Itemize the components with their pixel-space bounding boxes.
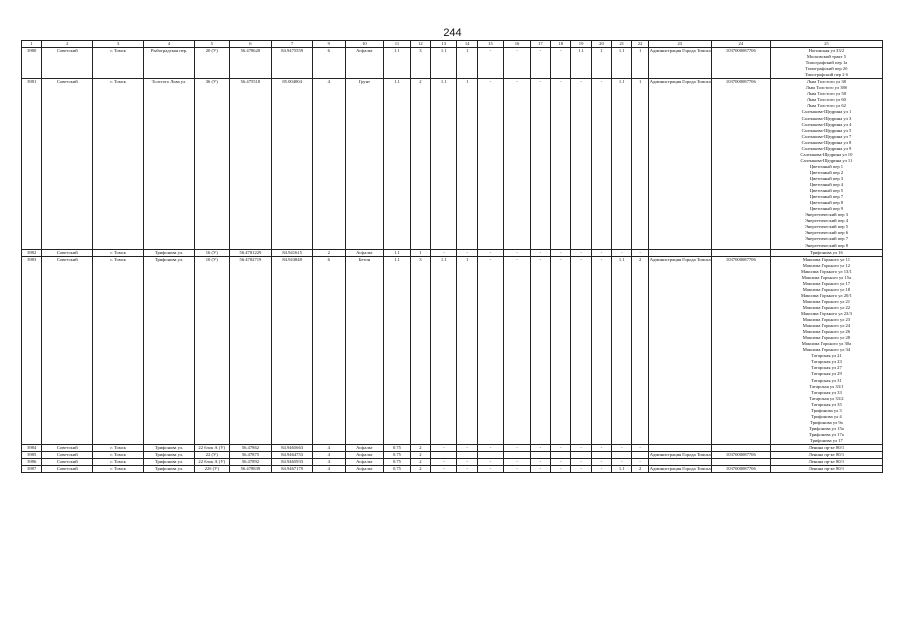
column-number: 21 xyxy=(612,41,632,48)
table-cell: 6 xyxy=(313,48,346,79)
table-cell: 0.75 xyxy=(384,452,410,459)
table-cell: - xyxy=(612,459,632,466)
address-line: Максима Горького ул 20/1 xyxy=(800,292,852,298)
table-cell: 85.004004 xyxy=(272,79,313,249)
table-cell xyxy=(711,445,770,452)
address-line: Трифонова ул 4 xyxy=(811,413,842,419)
table-cell: - xyxy=(591,79,611,249)
table-cell: 22 блок А (У) xyxy=(194,459,229,466)
address-line: Трифонова ул 3 xyxy=(811,407,842,413)
table-cell: - xyxy=(477,466,503,473)
address-line: Максима Горького ул 18 xyxy=(802,286,851,292)
table-cell: Советский xyxy=(42,249,93,256)
table-cell: Советский xyxy=(42,445,93,452)
address-line: Салтыкова-Щедрина ул 11 xyxy=(800,157,853,163)
column-number: 15 xyxy=(477,41,503,48)
table-cell: Советский xyxy=(42,466,93,473)
column-number: 16 xyxy=(504,41,530,48)
table-cell: 1037000087706 xyxy=(711,256,770,444)
address-line: Максима Горького ул 23 xyxy=(802,317,851,323)
table-cell: 10 (У) xyxy=(194,256,229,444)
column-number: 19 xyxy=(571,41,591,48)
column-number: 10 xyxy=(345,41,384,48)
table-cell: г. Томск xyxy=(93,466,144,473)
column-number: 4 xyxy=(144,41,195,48)
column-number: 11 xyxy=(384,41,410,48)
address-list-cell xyxy=(770,79,882,249)
address-line: Цветочный пер 7 xyxy=(809,194,844,200)
address-line: Максима Горького ул 21 xyxy=(802,298,851,304)
address-list-cell xyxy=(770,445,882,452)
table-cell: - xyxy=(551,79,571,249)
owner-cell: Администрация Города Томска xyxy=(648,79,711,249)
table-cell: 1037000087706 xyxy=(711,466,770,473)
address-line: Максима Горького ул 26 xyxy=(802,329,851,335)
table-cell: - xyxy=(551,445,571,452)
table-cell: - xyxy=(571,249,591,256)
address-line: Типографский пер 1а xyxy=(805,60,848,66)
table-cell: 3984 xyxy=(22,445,42,452)
table-cell: - xyxy=(571,79,591,249)
column-number: 2 xyxy=(42,41,93,48)
table-cell: - xyxy=(591,466,611,473)
table-cell: Асфальт xyxy=(345,48,384,79)
address-line: Цветочный пер 4 xyxy=(809,182,844,188)
address-line: Салтыкова-Щедрина ул 3 xyxy=(801,115,852,121)
address-line: Цветочный пер 1 xyxy=(809,163,844,169)
column-number: 3 xyxy=(93,41,144,48)
address-line: Типографский пер 2б xyxy=(805,66,848,72)
table-cell: 1 xyxy=(591,48,611,79)
table-cell: 84.9464753 xyxy=(272,452,313,459)
table-cell: 56.475518 xyxy=(229,79,272,249)
table-cell: - xyxy=(457,445,477,452)
table-cell: 84.9465933 xyxy=(272,459,313,466)
address-line: Ленина пр-кт 80/1 xyxy=(808,452,845,458)
address-line: Трифонова ул 9а xyxy=(810,419,843,425)
table-cell: - xyxy=(571,256,591,444)
table-cell: г. Томск xyxy=(93,459,144,466)
table-cell: 1.1 xyxy=(612,79,632,249)
address-line: Цветочный пер 8 xyxy=(809,200,844,206)
table-cell: 1.1 xyxy=(431,48,457,79)
table-cell: - xyxy=(504,48,530,79)
table-cell: 2 xyxy=(313,249,346,256)
table-cell: - xyxy=(477,79,503,249)
address-line: Энергетический пер 7 xyxy=(804,236,849,242)
table-cell: - xyxy=(431,459,457,466)
address-line: Льва Толстого ул 38 xyxy=(806,79,846,85)
table-cell: 1 xyxy=(632,79,648,249)
address-line: Ленина пр-кт 80/1 xyxy=(808,466,845,472)
address-line: Ленина пр-кт 80/1 xyxy=(808,445,845,451)
column-number: 6 xyxy=(229,41,272,48)
column-number: 9 xyxy=(313,41,346,48)
table-cell: 4 xyxy=(313,445,346,452)
table-cell: 3981 xyxy=(22,79,42,249)
table-cell: - xyxy=(477,48,503,79)
table-cell: - xyxy=(504,79,530,249)
address-line: Максима Горького ул 15а xyxy=(801,274,852,280)
table-cell: 1 xyxy=(632,48,648,79)
address-line: Татарская ул 31 xyxy=(811,377,842,383)
table-cell: 2 xyxy=(410,466,430,473)
table-cell: 1 xyxy=(457,79,477,249)
table-cell: 0.75 xyxy=(384,459,410,466)
owner-cell xyxy=(648,459,711,466)
address-line: Трифонова ул 16 xyxy=(810,249,843,255)
address-line: Максима Горького ул 22 xyxy=(802,304,851,310)
table-cell: - xyxy=(530,48,550,79)
table-cell: Трифонова ул. xyxy=(144,466,195,473)
table-cell: - xyxy=(457,249,477,256)
table-cell: 1037000087706 xyxy=(711,48,770,79)
address-line: Татарская ул 23 xyxy=(811,359,842,365)
table-cell: 1037000087706 xyxy=(711,452,770,459)
table-cell: - xyxy=(591,256,611,444)
address-line: Льва Толстого ул 60 xyxy=(806,97,846,103)
table-cell: - xyxy=(477,459,503,466)
table-cell: Бетон xyxy=(345,256,384,444)
address-line: Ленина пр-кт 80/1 xyxy=(808,459,845,465)
column-number: 17 xyxy=(530,41,550,48)
table-cell: - xyxy=(530,445,550,452)
table-cell: 3982 xyxy=(22,249,42,256)
address-line: Татарская ул 33 xyxy=(811,389,842,395)
table-cell: г. Томск xyxy=(93,48,144,79)
column-number: 12 xyxy=(410,41,430,48)
column-number: 5 xyxy=(194,41,229,48)
table-cell: 2 xyxy=(632,466,648,473)
table-cell: 84.9465663 xyxy=(272,445,313,452)
table-cell: 1.1 xyxy=(612,256,632,444)
address-line: Максима Горького ул 30а xyxy=(801,341,852,347)
table-cell: 16 (У) xyxy=(194,249,229,256)
table-cell: Асфальт xyxy=(345,466,384,473)
table-cell: 4 xyxy=(313,452,346,459)
table-cell: - xyxy=(612,249,632,256)
table-cell: Советский xyxy=(42,459,93,466)
table-cell: 84.9467179 xyxy=(272,466,313,473)
table-cell: 1.1 xyxy=(384,249,410,256)
address-line: Татарская ул 33/1 xyxy=(809,383,844,389)
table-cell: - xyxy=(530,79,550,249)
table-cell: 4 xyxy=(313,466,346,473)
address-line: Энергетический пер 6 xyxy=(804,230,849,236)
table-cell: - xyxy=(477,445,503,452)
table-cell: г. Томск xyxy=(93,79,144,249)
table-cell: - xyxy=(431,466,457,473)
column-number: 24 xyxy=(711,41,770,48)
table-cell: 1.1 xyxy=(612,48,632,79)
table-cell: - xyxy=(612,445,632,452)
table-cell: - xyxy=(504,459,530,466)
table-cell xyxy=(571,452,591,459)
table-cell: 1.1 xyxy=(384,256,410,444)
address-line: Трифонова ул 17а xyxy=(808,431,844,437)
address-line: Цветочный пер 9 xyxy=(809,206,844,212)
table-cell: 3983 xyxy=(22,256,42,444)
table-cell: - xyxy=(530,256,550,444)
table-cell xyxy=(612,452,632,459)
address-line: Татарская ул 29 xyxy=(811,371,842,377)
table-cell xyxy=(632,452,648,459)
table-cell: Трифонова ул. xyxy=(144,256,195,444)
address-list-cell xyxy=(770,452,882,459)
table-cell: 4 xyxy=(313,459,346,466)
table-cell: - xyxy=(457,459,477,466)
address-line: Льва Толстого ул 62 xyxy=(806,103,846,109)
table-cell: Советский xyxy=(42,48,93,79)
table-cell: Трифонова ул. xyxy=(144,249,195,256)
address-line: Максима Горького ул 13/1 xyxy=(800,268,852,274)
address-line: Ногинская ул 33/2 xyxy=(808,48,845,53)
table-cell: 2 xyxy=(632,256,648,444)
table-cell: - xyxy=(632,249,648,256)
table-cell: 1.1 xyxy=(431,256,457,444)
table-cell: Трифонова ул. xyxy=(144,445,195,452)
column-number: 22 xyxy=(632,41,648,48)
address-line: Салтыкова-Щедрина ул 1 xyxy=(801,109,852,115)
table-row xyxy=(22,249,883,256)
address-line: Типографский пер 2 б xyxy=(804,72,848,78)
table-cell: 56.47875 xyxy=(229,452,272,459)
address-line: Максима Горького ул 11 xyxy=(802,256,851,262)
table-cell: - xyxy=(551,48,571,79)
table-cell: Советский xyxy=(42,452,93,459)
address-line: Максима Горького ул 17 xyxy=(802,280,851,286)
table-cell: 3986 xyxy=(22,459,42,466)
table-cell: - xyxy=(431,445,457,452)
table-cell: 56.478620 xyxy=(229,48,272,79)
column-number: 1 xyxy=(22,41,42,48)
table-cell: 0.75 xyxy=(384,466,410,473)
address-line: Льва Толстого ул 38б xyxy=(805,85,848,91)
table-cell xyxy=(711,459,770,466)
table-cell: 1037000087706 xyxy=(711,79,770,249)
table-cell xyxy=(530,452,550,459)
address-line: Энергетический пер 8 xyxy=(804,242,849,248)
table-cell: - xyxy=(457,466,477,473)
table-row xyxy=(22,452,883,459)
address-list-cell xyxy=(770,466,882,473)
table-cell: 1 xyxy=(457,48,477,79)
table-cell: - xyxy=(591,459,611,466)
table-cell: 84.941615 xyxy=(272,249,313,256)
column-number: 18 xyxy=(551,41,571,48)
table-cell: 3 xyxy=(410,256,430,444)
table-cell: Советский xyxy=(42,79,93,249)
address-line: Татарская ул 27 xyxy=(811,365,842,371)
table-cell: 1.1 xyxy=(384,48,410,79)
address-line: Татарская ул 35 xyxy=(811,401,842,407)
table-cell: 1.1 xyxy=(612,466,632,473)
table-cell: 56.47892 xyxy=(229,459,272,466)
table-cell: Асфальт xyxy=(345,445,384,452)
address-line: Энергетический пер 5 xyxy=(804,224,849,230)
registry-table xyxy=(21,40,883,473)
table-cell: Толстого Льва ул. xyxy=(144,79,195,249)
table-cell: - xyxy=(632,459,648,466)
column-number: 13 xyxy=(431,41,457,48)
address-line: Московский тракт 5 xyxy=(806,54,847,60)
table-cell: - xyxy=(504,256,530,444)
table-cell: - xyxy=(530,249,550,256)
owner-cell: Администрация Города Томска xyxy=(648,256,711,444)
table-cell xyxy=(551,452,571,459)
table-cell: - xyxy=(591,249,611,256)
table-cell: - xyxy=(571,466,591,473)
address-line: Трифонова ул 15а xyxy=(808,425,844,431)
table-cell: - xyxy=(551,256,571,444)
address-line: Салтыкова-Щедрина ул 9 xyxy=(801,145,852,151)
address-line: Салтыкова-Щедрина ул 4 xyxy=(801,121,852,127)
table-cell: - xyxy=(571,445,591,452)
address-line: Цветочный пер 2 xyxy=(809,169,844,175)
table-cell: Асфальт xyxy=(345,452,384,459)
table-cell: 1 xyxy=(457,256,477,444)
table-cell: Асфальт xyxy=(345,459,384,466)
address-line: Максима Горького ул 24 xyxy=(802,323,851,329)
table-cell: - xyxy=(591,445,611,452)
table-cell: - xyxy=(530,466,550,473)
table-cell: г. Томск xyxy=(93,452,144,459)
table-cell: 20 (У) xyxy=(194,48,229,79)
owner-cell xyxy=(648,249,711,256)
table-cell: Советский xyxy=(42,256,93,444)
column-number: 20 xyxy=(591,41,611,48)
table-cell: 4 xyxy=(313,79,346,249)
address-list-cell xyxy=(770,256,882,444)
table-row xyxy=(22,79,883,249)
owner-cell: Администрация Города Томска xyxy=(648,48,711,79)
address-line: Льва Толстого ул 58 xyxy=(806,91,846,97)
table-cell: 36 (У) xyxy=(194,79,229,249)
owner-cell: Администрация Города Томска xyxy=(649,452,711,458)
table-cell: 84.9475559 xyxy=(272,48,313,79)
table-cell: 1.1 xyxy=(431,79,457,249)
table-cell: - xyxy=(477,249,503,256)
address-line: Максима Горького ул 34 xyxy=(802,347,851,353)
address-line: Энергетический пер 4 xyxy=(804,218,849,224)
address-line: Татарская ул 21 xyxy=(811,353,842,359)
table-cell: Рыбоградская пер. xyxy=(144,48,195,79)
table-cell: 22 (У) xyxy=(194,452,229,459)
column-number: 14 xyxy=(457,41,477,48)
address-line: Цветочный пер 5 xyxy=(809,188,844,194)
table-cell: г. Томск xyxy=(93,256,144,444)
table-cell: Асфальт xyxy=(345,249,384,256)
table-cell: Трифонова ул. xyxy=(144,459,195,466)
table-cell: г. Томск xyxy=(93,445,144,452)
table-cell: 0.75 xyxy=(384,445,410,452)
table-row xyxy=(22,445,883,452)
table-cell: - xyxy=(477,256,503,444)
table-cell: - xyxy=(504,249,530,256)
table-cell: 3980 xyxy=(22,48,42,79)
table-row xyxy=(22,256,883,444)
table-cell: - xyxy=(551,249,571,256)
address-list-cell xyxy=(770,48,882,79)
table-cell: - xyxy=(504,445,530,452)
address-list-cell xyxy=(770,249,882,256)
table-row xyxy=(22,459,883,466)
address-line: Салтыкова-Щедрина ул 10 xyxy=(800,151,853,157)
owner-cell xyxy=(648,445,711,452)
table-cell xyxy=(711,249,770,256)
address-line: Татарская ул 33/2 xyxy=(809,395,844,401)
table-cell: 56.47862 xyxy=(229,445,272,452)
table-cell: 1.1 xyxy=(384,79,410,249)
table-cell: 1 xyxy=(410,249,430,256)
table-cell: 2 xyxy=(410,445,430,452)
column-number: 23 xyxy=(648,41,711,48)
address-line: Максима Горького ул 23/3 xyxy=(800,311,852,317)
table-cell xyxy=(477,452,503,459)
table-cell: - xyxy=(431,249,457,256)
table-cell: 3985 xyxy=(22,452,42,459)
table-cell: 2 xyxy=(410,459,430,466)
table-cell: 2 xyxy=(410,79,430,249)
address-line: Энергетический пер 3 xyxy=(804,212,849,218)
table-cell: 22 блок А (У) xyxy=(194,445,229,452)
address-list-cell xyxy=(770,459,882,466)
table-cell: 22б (У) xyxy=(194,466,229,473)
table-cell: 84.943848 xyxy=(272,256,313,444)
table-cell: - xyxy=(530,459,550,466)
table-cell: 3 xyxy=(410,48,430,79)
table-cell: г. Томск xyxy=(93,249,144,256)
page-number: 244 xyxy=(443,27,462,39)
column-number: 7 xyxy=(272,41,313,48)
owner-cell: Администрация Города Томска xyxy=(649,466,711,472)
table-cell: - xyxy=(571,459,591,466)
table-row xyxy=(22,466,883,473)
address-line: Салтыкова-Щедрина ул 8 xyxy=(801,139,852,145)
table-cell xyxy=(591,452,611,459)
table-row xyxy=(22,48,883,79)
table-cell: 1.1 xyxy=(571,48,591,79)
table-cell: 56.4781229 xyxy=(229,249,272,256)
table-cell: 56.4782719 xyxy=(229,256,272,444)
table-cell: 56.478839 xyxy=(229,466,272,473)
table-cell: 6 xyxy=(313,256,346,444)
table-cell xyxy=(504,452,530,459)
table-cell xyxy=(431,452,457,459)
table-cell: Трифонова ул. xyxy=(144,452,195,459)
address-line: Трифонова ул 17 xyxy=(810,438,843,443)
column-number: 25 xyxy=(770,41,882,48)
address-line: Салтыкова-Щедрина ул 5 xyxy=(801,127,852,133)
table-cell: 2 xyxy=(410,452,430,459)
table-cell xyxy=(457,452,477,459)
table-cell: - xyxy=(551,466,571,473)
table-cell: - xyxy=(632,445,648,452)
table-cell: - xyxy=(504,466,530,473)
address-line: Цветочный пер 3 xyxy=(809,175,844,181)
table-cell: Грунт xyxy=(345,79,384,249)
table-cell: - xyxy=(551,459,571,466)
table-cell: 3987 xyxy=(22,466,42,473)
address-line: Салтыкова-Щедрина ул 7 xyxy=(801,133,852,139)
address-line: Максима Горького ул 12 xyxy=(802,262,851,268)
address-line: Максима Горького ул 28 xyxy=(802,335,851,341)
column-number-row xyxy=(22,41,883,48)
